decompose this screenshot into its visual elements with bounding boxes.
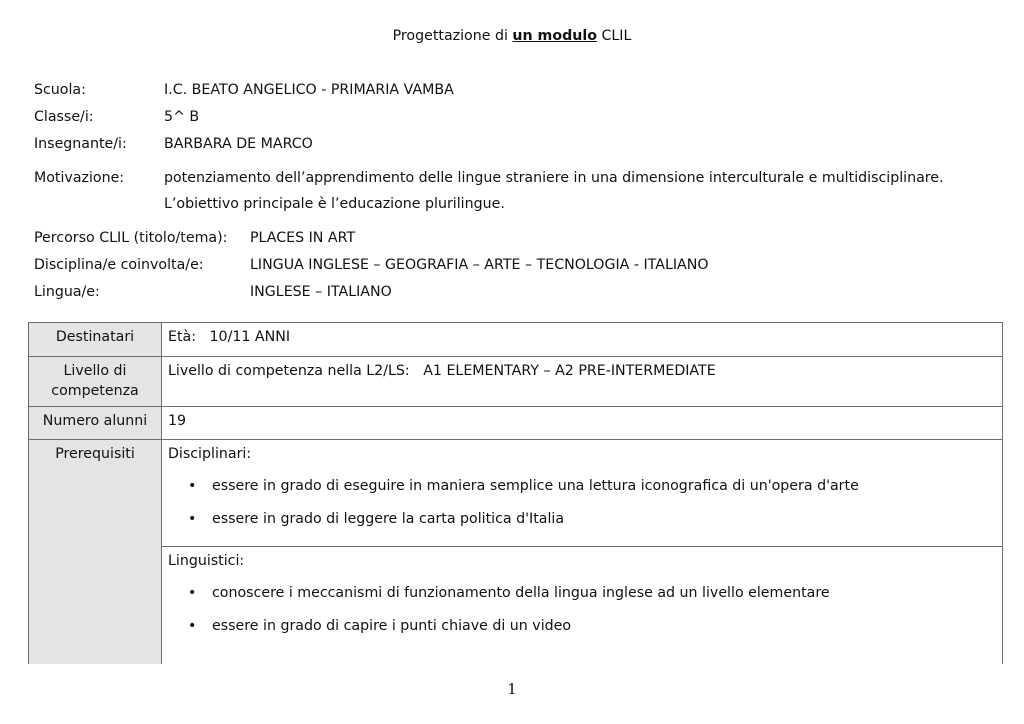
percorso-label: Percorso CLIL (titolo/tema):: [34, 230, 228, 246]
disciplinari-cell: [162, 440, 1003, 547]
bullet-icon: •: [188, 585, 197, 601]
prerequisiti-row: [29, 440, 1003, 547]
motivazione-row: [34, 169, 124, 187]
numero-label: Numero alunni: [29, 407, 162, 440]
lingua-label: Lingua/e:: [34, 284, 100, 300]
livello-label: Livello di competenza: [29, 357, 162, 407]
destinatari-label: Destinatari: [29, 323, 162, 357]
motivazione-label: Motivazione:: [34, 170, 125, 186]
motivazione-line-1: potenziamento dell’apprendimento delle lingue straniere in una dimensione interculturale e multidisciplinare.: [164, 170, 944, 186]
scuola-row: [34, 81, 86, 99]
bullet-icon: •: [188, 478, 197, 494]
percorso-value: PLACES IN ART: [250, 230, 356, 246]
list-item: • essere in grado di capire i punti chiave di un video: [188, 618, 572, 634]
disciplina-row: [34, 256, 204, 274]
list-item: • essere in grado di leggere la carta politica d'Italia: [188, 511, 565, 527]
prerequisiti-label: Prerequisiti: [29, 440, 162, 664]
insegnante-value: BARBARA DE MARCO: [164, 136, 313, 152]
classe-value: 5^ B: [164, 109, 200, 125]
destinatari-row: [29, 323, 1003, 357]
list-item: • essere in grado di eseguire in maniera semplice una lettura iconografica di un'opera d'arte: [188, 478, 859, 494]
scuola-value: I.C. BEATO ANGELICO - PRIMARIA VAMBA: [164, 82, 454, 98]
title-suffix: CLIL: [596, 28, 632, 44]
linguistici-title: Linguistici:: [168, 553, 245, 569]
livello-row: [29, 357, 1003, 407]
classe-label: Classe/i:: [34, 109, 94, 125]
disciplinari-list: [168, 476, 996, 529]
title-prefix: Progettazione di: [392, 28, 513, 44]
classe-row: [34, 108, 94, 126]
scuola-label: Scuola:: [34, 82, 86, 98]
page-title: [0, 28, 1024, 44]
lingua-row: [34, 283, 100, 301]
insegnante-label: Insegnante/i:: [34, 136, 127, 152]
linguistici-row: [29, 547, 1003, 664]
lingua-value: INGLESE – ITALIANO: [250, 284, 392, 300]
disciplinari-title: Disciplinari:: [168, 446, 252, 462]
bullet-icon: •: [188, 511, 197, 527]
destinatari-value: Età: 10/11 ANNI: [162, 323, 1003, 357]
percorso-row: [34, 229, 227, 247]
insegnante-row: [34, 135, 127, 153]
numero-row: [29, 407, 1003, 440]
module-table: [28, 322, 1003, 664]
bullet-icon: •: [188, 618, 197, 634]
list-item: • conoscere i meccanismi di funzionamento della lingua inglese ad un livello elementare: [188, 585, 830, 601]
linguistici-list: [168, 583, 996, 636]
livello-value: Livello di competenza nella L2/LS: A1 ELEMENTARY – A2 PRE-INTERMEDIATE: [162, 357, 1003, 407]
motivazione-line-2: L’obiettivo principale è l’educazione plurilingue.: [164, 196, 505, 212]
linguistici-cell: [162, 547, 1003, 664]
title-emphasis: un modulo: [512, 28, 597, 44]
numero-value: 19: [162, 407, 1003, 440]
page-number: 1: [507, 680, 517, 698]
disciplina-value: LINGUA INGLESE – GEOGRAFIA – ARTE – TECNOLOGIA - ITALIANO: [250, 257, 709, 273]
disciplina-label: Disciplina/e coinvolta/e:: [34, 257, 204, 273]
